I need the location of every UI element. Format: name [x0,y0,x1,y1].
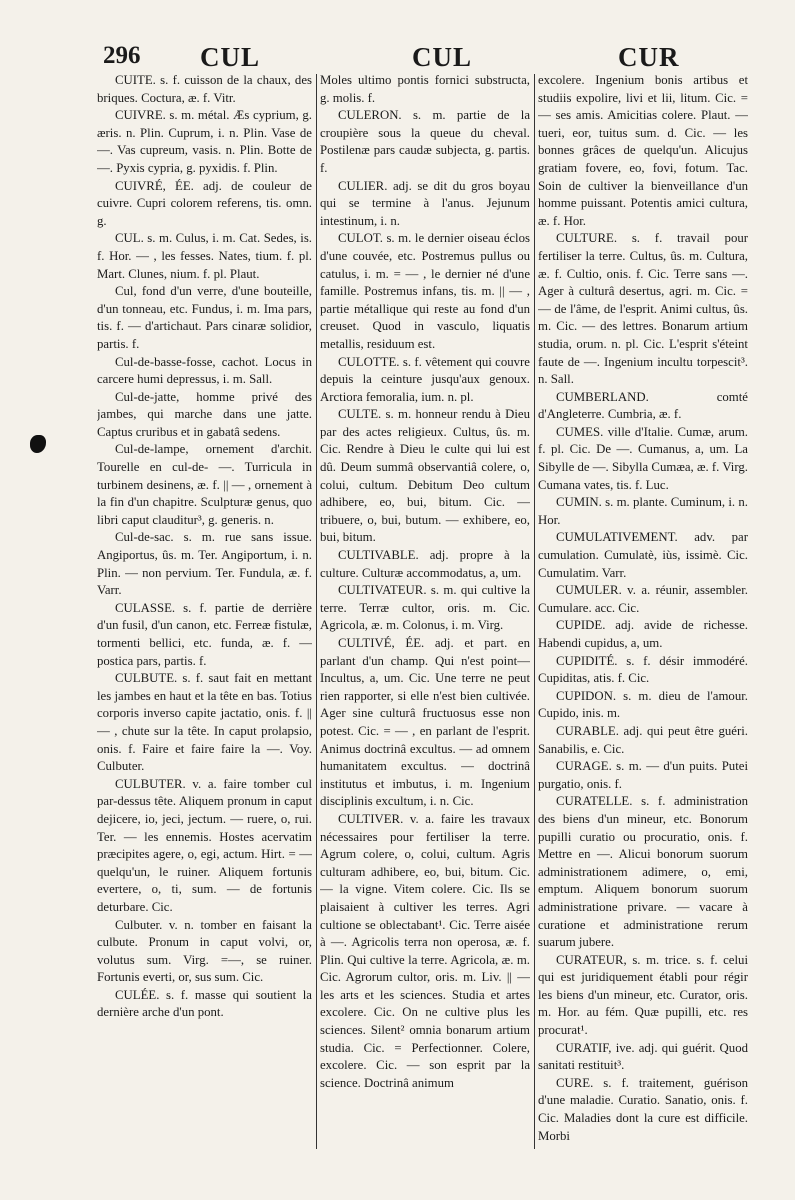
dictionary-entry: CULIER. adj. se dit du gros boyau qui se termine à l'anus. Jejunum intestinum, i. n. [320,178,530,228]
guide-word-right: CUR [618,42,680,72]
dictionary-entry: CUPIDITÉ. s. f. désir immodéré. Cupiditas, atis. f. Cic. [538,653,748,686]
column-center [320,72,530,1152]
dictionary-entry: CUMBERLAND. comté d'Angleterre. Cumbria, æ. f. [538,389,748,422]
dictionary-entry: CUMULATIVEMENT. adv. par cumulation. Cumulatè, iùs, issimè. Cic. Cumulatim. Varr. [538,530,748,580]
ink-blot [30,435,46,453]
dictionary-entry: CUMES. ville d'Italie. Cumæ, arum. f. pl. Cic. De —. Cumanus, a, um. La Sibylle de —. Sibylla Cumæa, æ. f. Virg. Cumana vates, tis. f. Luc. [538,424,748,492]
dictionary-entry: CURATEUR, s. m. trice. s. f. celui qui est juridiquement établi pour régir les biens d'un mineur, etc. Curator, oris. m. Hor. au fém. Quæ pupilli, etc. res procurat¹. [538,952,748,1038]
dictionary-entry: CULBUTER. v. a. faire tomber cul par-dessus tête. Aliquem pronum in caput dejicere, io, jeci, jectum. — ruere, o, rui. Ter. — les ennemis. Hostes acervatim præcipites agere, o, egi, actum. Hirt. = — quelqu'un, le ruiner. Aliquem fortunis evertere, o, ti, sum. — de fortunis deturbare. Cic. [97,776,312,914]
dictionary-entry: CURE. s. f. traitement, guérison d'une maladie. Curatio. Sanatio, onis. f. Cic. Maladies dont la cure est difficile. Morbi [538,1075,748,1143]
dictionary-entry: CULASSE. s. f. partie de derrière d'un fusil, d'un canon, etc. Ferreæ fistulæ, tormenti bellici, etc. funda, æ. f. — postica pars, partis. f. [97,600,312,668]
page-number: 296 [103,42,141,69]
dictionary-entry: excolere. Ingenium bonis artibus et studiis expolire, livi et lii, litum. Cic. = — ses amis. Amicitias colere. Plaut. — tueri, eor, tuitus sum. d. Cic. — les bonnes grâces de quelqu'un. Alicujus gratiam fovere, eo, fovi, fotum. Tac. Soin de cultiver la bienveillance d'un homme puissant. Potentis amici cultura, æ. f. Hor. [538,73,748,228]
dictionary-entry: CUMULER. v. a. réunir, assembler. Cumulare. acc. Cic. [538,583,748,615]
dictionary-entry: CULOT. s. m. le dernier oiseau éclos d'une couvée, etc. Postremus pullus ou catulus, i. m. = — , le dernier né d'une famille. Postremus infans, tis. m. || — , partie métallique qui reste au fond d'un creuset. Quod in vasculo, liquatis metallis, residuum est. [320,231,530,351]
dictionary-entry: CULBUTE. s. f. saut fait en mettant les jambes en haut et la tête en bas. Totius corporis inverso capite jactatio, onis. f. || — , chute sur la tête. In caput prolapsio, onis. f. Faire et faire faire la —. Voy. Culbuter. [97,671,312,774]
column-divider [316,74,317,1149]
dictionary-entry: CURABLE. adj. qui peut être guéri. Sanabilis, e. Cic. [538,723,748,756]
dictionary-entry: CUMIN. s. m. plante. Cuminum, i. n. Hor. [538,495,748,527]
dictionary-entry: CUL. s. m. Culus, i. m. Cat. Sedes, is. f. Hor. — , les fesses. Nates, tium. f. pl. Mart. Clunes, nium. f. pl. Plaut. [97,231,312,281]
dictionary-entry: CULTIVABLE. adj. propre à la culture. Culturæ accommodatus, a, um. [320,548,530,580]
dictionary-entry: CUITE. s. f. cuisson de la chaux, des briques. Coctura, æ. f. Vitr. [97,73,312,105]
dictionary-entry: CURATIF, ive. adj. qui guérit. Quod sanitati restituit³. [538,1040,748,1073]
dictionary-entry: CULTIVER. v. a. faire les travaux nécessaires pour fertiliser la terre. Agrum colere, o, colui, cultum. Agris culturam adhibere, eo, bui, bitum. Cic. — la vigne. Vitem colere. Cic. Ils se plaisaient à cultiver les terres. Agri cultione se oblectabant¹. Cic. Terre aisée à —. Agricolis terra non operosa, æ. f. Plin. Qui cultive la terre. Agricola, æ. m. Cic. Agrorum cultor, oris. m. Liv. || — les arts et les sciences. Studia et artes excolere. Cic. On ne cultive plus les sciences. Silent² omnia bonarum artium studia. Cic. = Perfectionner. Colere, excolere. Cic. — son esprit par la science. Doctrinâ animum [320,811,530,1090]
guide-word-left: CUL [200,42,261,72]
column-divider [534,74,535,1149]
dictionary-entry: CUPIDE. adj. avide de richesse. Habendi cupidus, a, um. [538,618,748,650]
dictionary-entry: CURATELLE. s. f. administration des biens d'un mineur, etc. Bonorum pupilli curatio ou procuratio, onis. f. Mettre en —. Alicui bonorum suorum administrationem adimere, o, emi, emptum. Aliquem bonorum suorum administratione privare. — vacare à curatione et administratione rerum suarum jubere. [538,794,748,950]
dictionary-entry: CULÉE. s. f. masse qui soutient la dernière arche d'un pont. [97,987,312,1020]
dictionary-entry: CUIVRÉ, ÉE. adj. de couleur de cuivre. Cupri colorem referens, tis. omn. g. [97,178,312,228]
column-left [97,72,312,1152]
dictionary-entry: CUPIDON. s. m. dieu de l'amour. Cupido, inis. m. [538,688,748,721]
guide-word-center: CUL [412,42,473,72]
dictionary-entry: CULTURE. s. f. travail pour fertiliser la terre. Cultus, ûs. m. Cultura, æ. f. Cultio, onis. f. Cic. Terre sans —. Ager à culturâ desertus, agri. m. Cic. = — de l'âme, de l'esprit. Animi cultus, ûs. m. Cic. — des lettres. Bonarum artium studia, orum. n. pl. Cic. L'esprit s'éteint faute de —. Ingenium incultu torpescit³. n. Sall. [538,231,748,387]
dictionary-entry: Culbuter. v. n. tomber en faisant la culbute. Pronum in caput volvi, or, volutus sum. Virg. =—, se ruiner. Fortunis everti, or, sus sum. Cic. [97,917,312,985]
dictionary-entry: CULTE. s. m. honneur rendu à Dieu par des actes religieux. Cultus, ûs. m. Cic. Rendre à Dieu le culte qui lui est dû. Deum summâ observantiâ colere, o, colui, cultum. Debitum Deo cultum adhibere, eo, bui, bitum. Cic. — tribuere, o, bui, butum. — exhibere, eo, bui, bitum. [320,407,530,545]
dictionary-entry: Cul-de-lampe, ornement d'archit. Tourelle en cul-de- —. Turricula in turbinem desinens, æ. f. || — , ornement à la fin d'un chapitre. Sculpturæ genus, quo libri caput clauditur³, g. generis. n. [97,442,312,527]
dictionary-entry: Cul-de-jatte, homme privé des jambes, qui marche dans une jatte. Captus cruribus et in gabatâ sedens. [97,389,312,439]
dictionary-entry: CURAGE. s. m. — d'un puits. Putei purgatio, onis. f. [538,759,748,791]
dictionary-entry: Cul-de-basse-fosse, cachot. Locus in carcere humi depressus, i. m. Sall. [97,354,312,387]
dictionary-entry: CULTIVATEUR. s. m. qui cultive la terre. Terræ cultor, oris. m. Cic. Agricola, æ. m. Colonus, i. m. Virg. [320,583,530,633]
dictionary-entry: Cul, fond d'un verre, d'une bouteille, d'un tonneau, etc. Fundus, i. m. Ima pars, tis. f. — d'artichaut. Pars cinaræ solidior, partis. f. [97,284,312,351]
dictionary-entry: Moles ultimo pontis fornici substructa, g. molis. f. [320,73,530,105]
dictionary-entry: CULERON. s. m. partie de la croupière sous la queue du cheval. Postilenæ pars caudæ subjecta, g. partis. f. [320,108,530,175]
dictionary-entry: Cul-de-sac. s. m. rue sans issue. Angiportus, ûs. m. Ter. Angiportum, i. n. Plin. — non pervium. Ter. Fundula, æ. f. Varr. [97,530,312,598]
dictionary-entry: CULTIVÉ, ÉE. adj. et part. en parlant d'un champ. Qui n'est point— Incultus, a, um. Cic. Une terre ne peut rien rapporter, si elle n'est bien cultivée. Ager sine culturâ fructuosus esse non potest. Cic. = — , en parlant de l'esprit. Animus doctrinâ excultus. — ad omnem humanitatem excultus. — doctrinâ institutus et imbutus, i. m. Ingenium disciplinis excultum, i. n. Cic. [320,636,530,809]
dictionary-entry: CUIVRE. s. m. métal. Æs cyprium, g. æris. n. Plin. Cuprum, i. n. Plin. Vase de —. Vas cupreum, vasis. n. Plin. Botte de —. Pyxis cypria, g. pyxidis. f. Plin. [97,108,312,175]
dictionary-entry: CULOTTE. s. f. vêtement qui couvre depuis la ceinture jusqu'aux genoux. Arctiora femoralia, ium. n. pl. [320,354,530,404]
column-right [538,72,748,1152]
